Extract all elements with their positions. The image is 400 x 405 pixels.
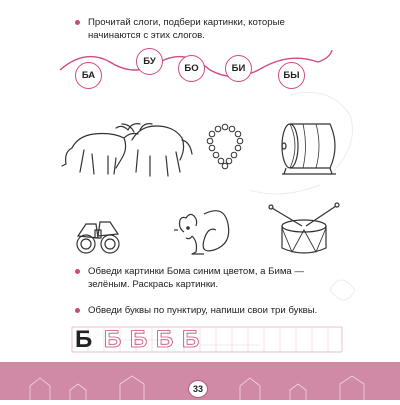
sample-letter: Б [75, 326, 93, 353]
syllable-bo: БО [178, 55, 205, 82]
dotted-letter[interactable]: Б [182, 326, 200, 353]
syllable-by: БЫ [278, 62, 305, 89]
page-number: 33 [188, 380, 208, 398]
task2-instruction: Обведи картинки Бома синим цветом, а Бима — зелёным. Раскрась картинки. [88, 266, 305, 290]
dotted-letter[interactable]: Б [156, 326, 174, 353]
syllable-bu: БУ [136, 48, 163, 75]
syllable-ba: БА [75, 62, 102, 89]
task3-instruction: Обведи буквы по пунктиру, напиши свои три буквы. [88, 305, 318, 316]
syllable-bi: БИ [225, 55, 252, 82]
task1-instruction: Прочитай слоги, подбери картинки, которые начинаются с этих слогов. [88, 17, 285, 41]
dotted-letter[interactable]: Б [104, 326, 122, 353]
dotted-letter[interactable]: Б [130, 326, 148, 353]
